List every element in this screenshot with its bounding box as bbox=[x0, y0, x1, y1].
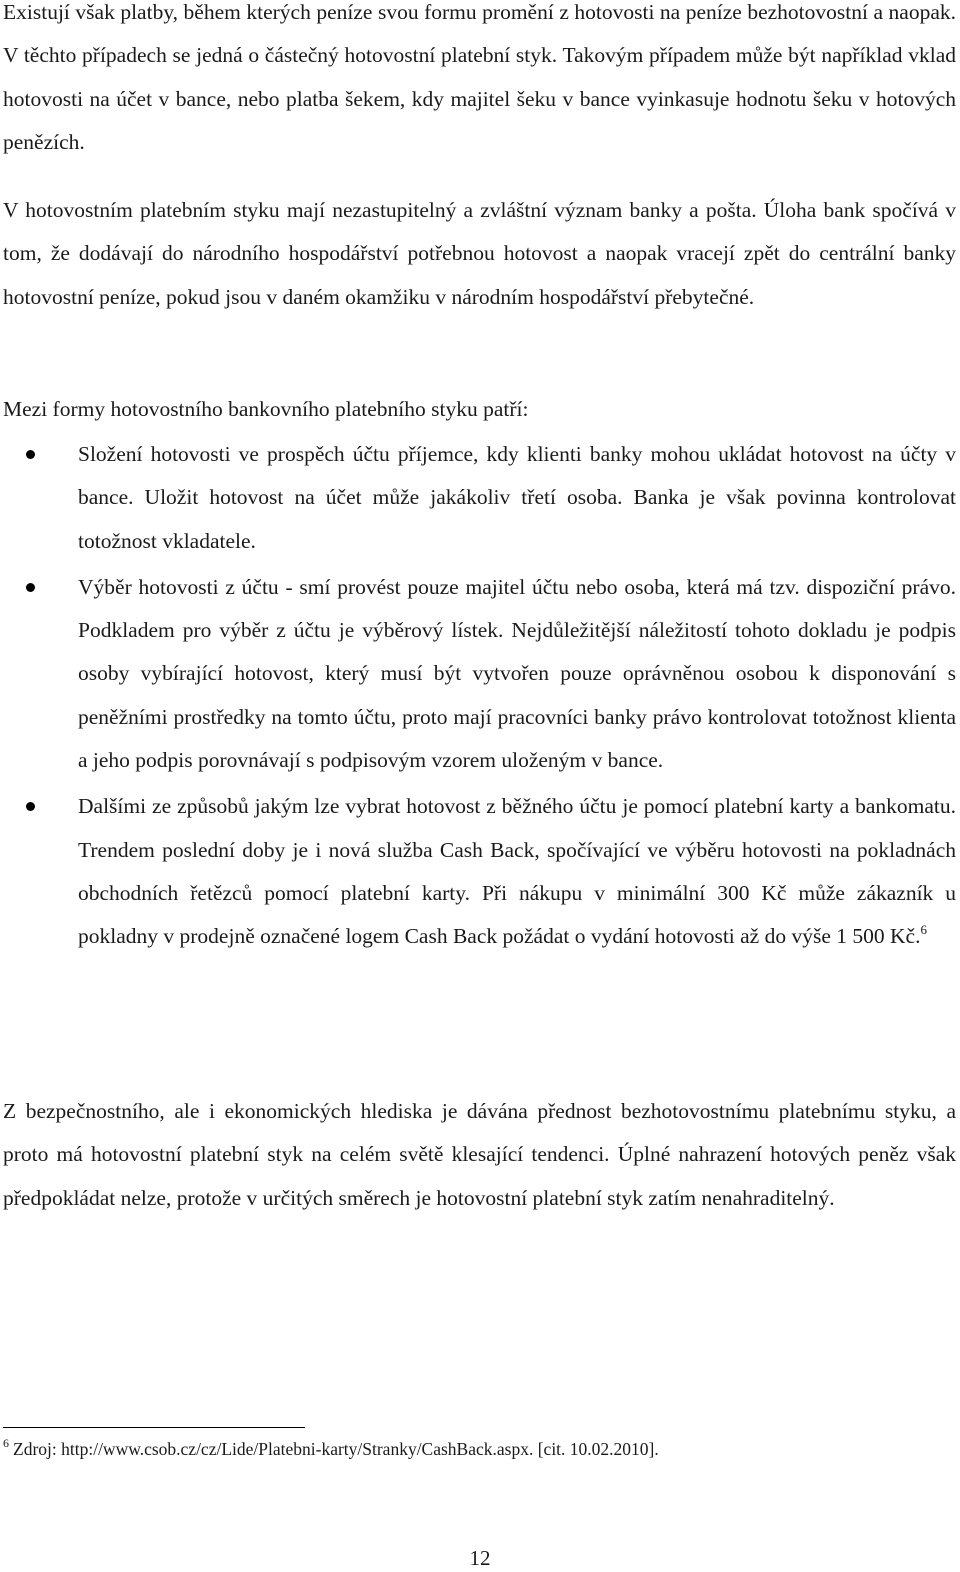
footnote-reference: 6 bbox=[920, 922, 927, 938]
list-item bbox=[0, 433, 956, 563]
list-item bbox=[0, 785, 956, 958]
bullet-icon bbox=[26, 583, 35, 592]
footnote-number: 6 bbox=[3, 1436, 9, 1450]
paragraph-partial-cash-payments: Existují však platby, během kterých peníze svou formu promění z hotovosti na peníze bezhotovostní a naopak. V těchto případech se jedná o částečný hotovostní platební styk. Takovým případem může být například vklad hotovosti na účet v bance, nebo platba šekem, kdy majitel šeku v bance vyinkasuje hodnotu šeku v hotových penězích. bbox=[3, 0, 956, 154]
footnote bbox=[3, 1437, 943, 1461]
bullet-icon bbox=[26, 802, 35, 811]
bullet-icon bbox=[26, 450, 35, 459]
paragraph-conclusion: Z bezpečnostního, ale i ekonomických hlediska je dávána přednost bezhotovostnímu platebnímu styku, a proto má hotovostní platební styk na celém světě klesající tendenci. Úplné nahrazení hotových peněz však předpokládat nelze, protože v určitých směrech je hotovostní platební styk zatím nenahraditelný. bbox=[3, 1099, 956, 1210]
list-item bbox=[0, 566, 956, 782]
list-item-text: Složení hotovosti ve prospěch účtu příjemce, kdy klienti banky mohou ukládat hotovost na účty v bance. Uložit hotovost na účet může jakákoliv třetí osoba. Banka je však povinna kontrolovat totožnost vkladatele. bbox=[78, 442, 956, 553]
page-number: 12 bbox=[469, 1546, 491, 1570]
paragraph-list-intro: Mezi formy hotovostního bankovního platebního styku patří: bbox=[3, 397, 529, 421]
footnote-text: Zdroj: http://www.csob.cz/cz/Lide/Platebni-karty/Stranky/CashBack.aspx. [cit. 10.02.2010]. bbox=[13, 1439, 659, 1459]
footnote-divider bbox=[3, 1427, 305, 1428]
list-item-text: Dalšími ze způsobů jakým lze vybrat hotovost z běžného účtu je pomocí platební karty a bankomatu. Trendem poslední doby je i nová služba Cash Back, spočívající ve výběru hotovosti na pokladnách obchodních řetězců pomocí platební karty. Při nákupu v minimální 300 Kč může zákazník u pokladny v prodejně označené logem Cash Back požádat o vydání hotovosti až do výše 1 500 Kč. bbox=[78, 794, 956, 949]
list-item-text: Výběr hotovosti z účtu - smí provést pouze majitel účtu nebo osoba, která má tzv. dispoziční právo. Podkladem pro výběr z účtu je výběrový lístek. Nejdůležitější náležitostí tohoto dokladu je podpis osoby vybírající hotovost, který musí být vytvořen pouze oprávněnou osobou k disponování s peněžními prostředky na tomto účtu, proto mají pracovníci banky právo kontrolovat totožnost klienta a jeho podpis porovnávají s podpisovým vzorem uloženým v bance. bbox=[78, 574, 956, 773]
cash-payment-forms-list bbox=[0, 433, 956, 962]
paragraph-banks-and-post: V hotovostním platebním styku mají nezastupitelný a zvláštní význam banky a pošta. Úloha bank spočívá v tom, že dodávají do národního hospodářství potřebnou hotovost a naopak vracejí zpět do centrální banky hotovostní peníze, pokud jsou v daném okamžiku v národním hospodářství přebytečné. bbox=[3, 198, 956, 309]
